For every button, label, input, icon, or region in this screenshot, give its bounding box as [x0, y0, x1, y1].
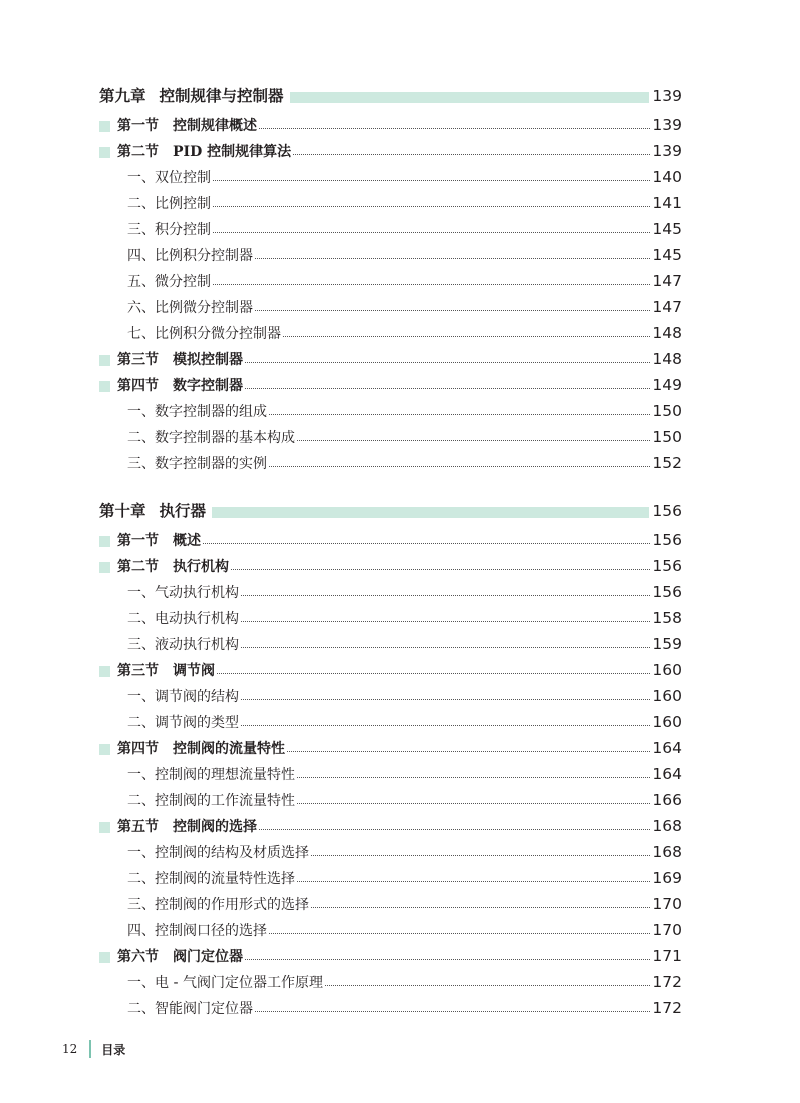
section-page-number: 139: [652, 142, 682, 161]
dot-leader: [297, 777, 650, 778]
chapter-accent-bar: [290, 92, 650, 103]
dot-leader: [287, 751, 650, 752]
item-page-number: 170: [652, 921, 682, 940]
footer-label: 目录: [101, 1042, 126, 1057]
section-marker-square: [99, 562, 110, 573]
dot-leader: [311, 855, 650, 856]
item-page-number: 148: [652, 324, 682, 343]
section-number: 第三节: [117, 663, 159, 679]
toc-section-row[interactable]: [99, 373, 682, 399]
item-page-number: 172: [652, 999, 682, 1018]
toc-item-row[interactable]: [99, 399, 682, 425]
toc-chapter-row[interactable]: [99, 499, 682, 525]
dot-leader: [241, 621, 650, 622]
item-title: 一、数字控制器的组成: [127, 404, 267, 420]
item-title: 一、双位控制: [127, 170, 211, 186]
section-marker-square: [99, 536, 110, 547]
toc-item-row[interactable]: [99, 580, 682, 606]
dot-leader: [269, 466, 650, 467]
toc-section-row[interactable]: [99, 554, 682, 580]
section-number: 第一节: [117, 118, 159, 134]
item-title: 一、电 - 气阀门定位器工作原理: [127, 975, 323, 991]
item-page-number: 168: [652, 843, 682, 862]
chapter-number: 第九章: [99, 87, 146, 106]
section-title: 调节阀: [173, 663, 215, 679]
section-number: 第五节: [117, 819, 159, 835]
item-title: 七、比例积分微分控制器: [127, 326, 281, 342]
toc-item-row[interactable]: [99, 451, 682, 477]
chapter-number: 第十章: [99, 502, 146, 521]
toc-item-row[interactable]: [99, 918, 682, 944]
item-page-number: 147: [652, 298, 682, 317]
toc-section-row[interactable]: [99, 113, 682, 139]
item-title: 二、调节阀的类型: [127, 715, 239, 731]
item-page-number: 159: [652, 635, 682, 654]
section-number: 第四节: [117, 378, 159, 394]
dot-leader: [241, 699, 650, 700]
section-marker-square: [99, 952, 110, 963]
section-marker-square: [99, 744, 110, 755]
toc-section-row[interactable]: [99, 347, 682, 373]
toc-item-row[interactable]: [99, 632, 682, 658]
chapter-title: 控制规律与控制器: [159, 87, 284, 106]
dot-leader: [241, 595, 650, 596]
item-title: 一、调节阀的结构: [127, 689, 239, 705]
dot-leader: [213, 284, 650, 285]
item-title: 二、控制阀的流量特性选择: [127, 871, 295, 887]
toc-section-row[interactable]: [99, 736, 682, 762]
section-number: 第二节: [117, 144, 159, 160]
item-page-number: 145: [652, 220, 682, 239]
item-title: 四、控制阀口径的选择: [127, 923, 267, 939]
section-marker-square: [99, 121, 110, 132]
dot-leader: [283, 336, 650, 337]
toc-item-row[interactable]: [99, 684, 682, 710]
section-title: 控制规律概述: [173, 118, 257, 134]
dot-leader: [297, 440, 650, 441]
section-page-number: 160: [652, 661, 682, 680]
toc-item-row[interactable]: [99, 165, 682, 191]
section-page-number: 148: [652, 350, 682, 369]
section-title: 阀门定位器: [173, 949, 243, 965]
item-page-number: 156: [652, 583, 682, 602]
page-footer: [62, 1040, 125, 1058]
item-page-number: 169: [652, 869, 682, 888]
section-marker-square: [99, 355, 110, 366]
toc-item-row[interactable]: [99, 762, 682, 788]
section-page-number: 156: [652, 531, 682, 550]
item-page-number: 172: [652, 973, 682, 992]
dot-leader: [255, 310, 650, 311]
item-page-number: 160: [652, 713, 682, 732]
item-title: 六、比例微分控制器: [127, 300, 253, 316]
item-page-number: 152: [652, 454, 682, 473]
item-title: 三、数字控制器的实例: [127, 456, 267, 472]
toc-item-row[interactable]: [99, 710, 682, 736]
dot-leader: [245, 388, 650, 389]
item-title: 二、控制阀的工作流量特性: [127, 793, 295, 809]
section-marker-square: [99, 147, 110, 158]
section-number: 第三节: [117, 352, 159, 368]
toc-section-row[interactable]: [99, 528, 682, 554]
section-page-number: 149: [652, 376, 682, 395]
item-page-number: 141: [652, 194, 682, 213]
toc-item-row[interactable]: [99, 425, 682, 451]
section-page-number: 139: [652, 116, 682, 135]
toc-item-row[interactable]: [99, 191, 682, 217]
item-title: 二、数字控制器的基本构成: [127, 430, 295, 446]
toc-item-row[interactable]: [99, 217, 682, 243]
item-title: 三、液动执行机构: [127, 637, 239, 653]
item-title: 一、控制阀的理想流量特性: [127, 767, 295, 783]
dot-leader: [213, 206, 650, 207]
dot-leader: [269, 933, 650, 934]
dot-leader: [297, 803, 650, 804]
dot-leader: [293, 154, 650, 155]
dot-leader: [259, 128, 650, 129]
section-title: PID 控制规律算法: [173, 144, 292, 160]
toc-item-row[interactable]: [99, 892, 682, 918]
section-title: 概述: [173, 533, 201, 549]
item-page-number: 140: [652, 168, 682, 187]
chapter-accent-bar: [212, 507, 649, 518]
item-page-number: 166: [652, 791, 682, 810]
chapter-title: 执行器: [159, 502, 207, 521]
dot-leader: [241, 725, 650, 726]
footer-page-number: 12: [62, 1042, 78, 1056]
dot-leader: [297, 881, 650, 882]
item-title: 五、微分控制: [127, 274, 211, 290]
dot-leader: [217, 673, 650, 674]
dot-leader: [203, 543, 650, 544]
toc-section-row[interactable]: [99, 658, 682, 684]
toc-item-row[interactable]: [99, 996, 682, 1022]
toc-section-row[interactable]: [99, 814, 682, 840]
toc-item-row[interactable]: [99, 840, 682, 866]
toc-section-row[interactable]: [99, 944, 682, 970]
dot-leader: [245, 959, 650, 960]
toc-item-row[interactable]: [99, 606, 682, 632]
section-marker-square: [99, 381, 110, 392]
section-title: 数字控制器: [173, 378, 243, 394]
toc-spacer: [99, 477, 682, 499]
dot-leader: [255, 258, 650, 259]
section-page-number: 156: [652, 557, 682, 576]
item-page-number: 147: [652, 272, 682, 291]
dot-leader: [255, 1011, 650, 1012]
dot-leader: [311, 907, 650, 908]
item-title: 一、控制阀的结构及材质选择: [127, 845, 309, 861]
toc-item-row[interactable]: [99, 788, 682, 814]
dot-leader: [231, 569, 650, 570]
toc-item-row[interactable]: [99, 243, 682, 269]
toc-item-row[interactable]: [99, 295, 682, 321]
dot-leader: [245, 362, 650, 363]
toc-chapter-row[interactable]: [99, 84, 682, 110]
section-title: 执行机构: [173, 559, 229, 575]
dot-leader: [213, 232, 650, 233]
toc-item-row[interactable]: [99, 970, 682, 996]
section-marker-square: [99, 666, 110, 677]
table-of-contents: [99, 84, 682, 1022]
chapter-page-number: 156: [652, 502, 682, 521]
toc-item-row[interactable]: [99, 269, 682, 295]
item-page-number: 158: [652, 609, 682, 628]
section-title: 控制阀的选择: [173, 819, 257, 835]
item-page-number: 160: [652, 687, 682, 706]
toc-item-row[interactable]: [99, 321, 682, 347]
item-page-number: 145: [652, 246, 682, 265]
item-title: 三、积分控制: [127, 222, 211, 238]
section-title: 模拟控制器: [173, 352, 243, 368]
dot-leader: [213, 180, 650, 181]
section-title: 控制阀的流量特性: [173, 741, 285, 757]
dot-leader: [259, 829, 650, 830]
section-number: 第六节: [117, 949, 159, 965]
section-page-number: 164: [652, 739, 682, 758]
section-marker-square: [99, 822, 110, 833]
toc-item-row[interactable]: [99, 866, 682, 892]
section-page-number: 171: [652, 947, 682, 966]
item-title: 四、比例积分控制器: [127, 248, 253, 264]
item-title: 二、电动执行机构: [127, 611, 239, 627]
chapter-page-number: 139: [652, 87, 682, 106]
dot-leader: [325, 985, 650, 986]
item-title: 一、气动执行机构: [127, 585, 239, 601]
item-title: 二、智能阀门定位器: [127, 1001, 253, 1017]
section-number: 第一节: [117, 533, 159, 549]
item-page-number: 150: [652, 428, 682, 447]
dot-leader: [241, 647, 650, 648]
item-title: 三、控制阀的作用形式的选择: [127, 897, 309, 913]
section-page-number: 168: [652, 817, 682, 836]
footer-divider: [89, 1040, 91, 1058]
item-page-number: 150: [652, 402, 682, 421]
item-page-number: 164: [652, 765, 682, 784]
dot-leader: [269, 414, 650, 415]
section-number: 第二节: [117, 559, 159, 575]
item-title: 二、比例控制: [127, 196, 211, 212]
item-page-number: 170: [652, 895, 682, 914]
section-number: 第四节: [117, 741, 159, 757]
toc-section-row[interactable]: [99, 139, 682, 165]
